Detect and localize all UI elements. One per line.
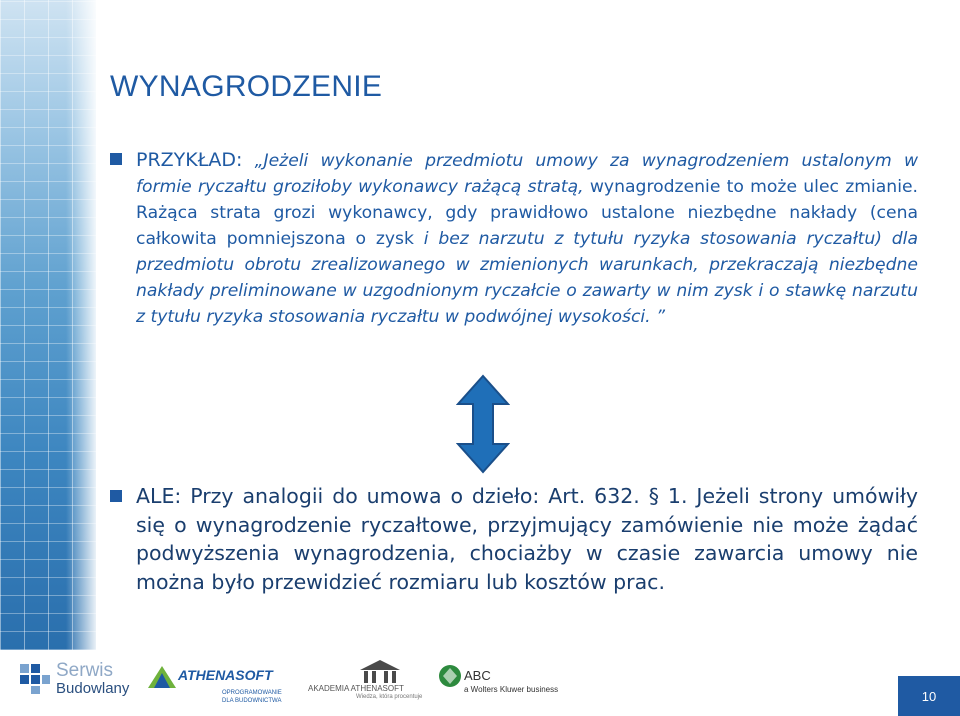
athenasoft-name: ATHENASOFT — [178, 667, 273, 683]
abc-name: ABC — [464, 668, 491, 683]
example-lead: PRZYKŁAD: — [136, 149, 243, 171]
athenasoft-sub2: DLA BUDOWNICTWA — [222, 698, 282, 704]
serwis-logo-line2: Budowlany — [56, 680, 130, 697]
athenasoft-sub1: OPROGRAMOWANIE — [222, 690, 282, 696]
akademia-sub: Wiedza, która procentuje — [356, 694, 423, 700]
example-paragraph — [136, 147, 918, 330]
bullet-square — [110, 153, 122, 165]
building-photo — [0, 0, 96, 650]
bullet-square — [110, 490, 122, 502]
double-arrow-icon — [456, 374, 510, 474]
quote-italic-tail: i bez narzutu z tytułu ryzyka stosowania ryczałtu) dla przedmiotu obrotu zrealizowanego w zmienionych warunkach, przekraczają niezbędne nakłady preliminowane w uzgodnionym ryczałcie o zawarty w nim zysk i o stawkę narzutu z tytułu ryzyka stosowania ryczałtu w podwójnej wysokości. ” — [136, 229, 918, 327]
article-paragraph: ALE: Przy analogii do umowa o dzieło: Art. 632. § 1. Jeżeli strony umówiły się o wynagrodzenie ryczałtowe, przyjmujący zamówienie nie może żądać podwyższenia wynagrodzenia, chociażby w czasie zawarcia umowy nie można było przewidzieć rozmiaru lub kosztów prac. — [136, 484, 918, 594]
slide-title: WYNAGRODZENIE — [110, 70, 383, 103]
akademia-name: AKADEMIA ATHENASOFT — [308, 684, 404, 693]
page-number: 10 — [898, 676, 960, 716]
serwis-logo-line1: Serwis — [56, 660, 114, 681]
akademia-logo-icon — [360, 660, 400, 686]
quote-normal: wynagrodzenie to może ulec zmianie. Rażąca strata grozi wykonawcy, gdy prawidłowo ustalone niezbędne nakłady (cena całkowita pomniejszona o zysk — [136, 177, 919, 249]
footer — [0, 650, 960, 716]
serwis-logo-icon — [20, 664, 50, 694]
abc-logo-icon — [438, 664, 462, 688]
quote-italic: „Jeżeli wykonanie przedmiotu umowy za wynagrodzeniem ustalonym w formie ryczałtu groziłoby wykonawcy rażącą stratą, — [136, 151, 918, 197]
abc-sub: a Wolters Kluwer business — [464, 685, 559, 694]
athenasoft-logo-icon — [148, 666, 176, 688]
